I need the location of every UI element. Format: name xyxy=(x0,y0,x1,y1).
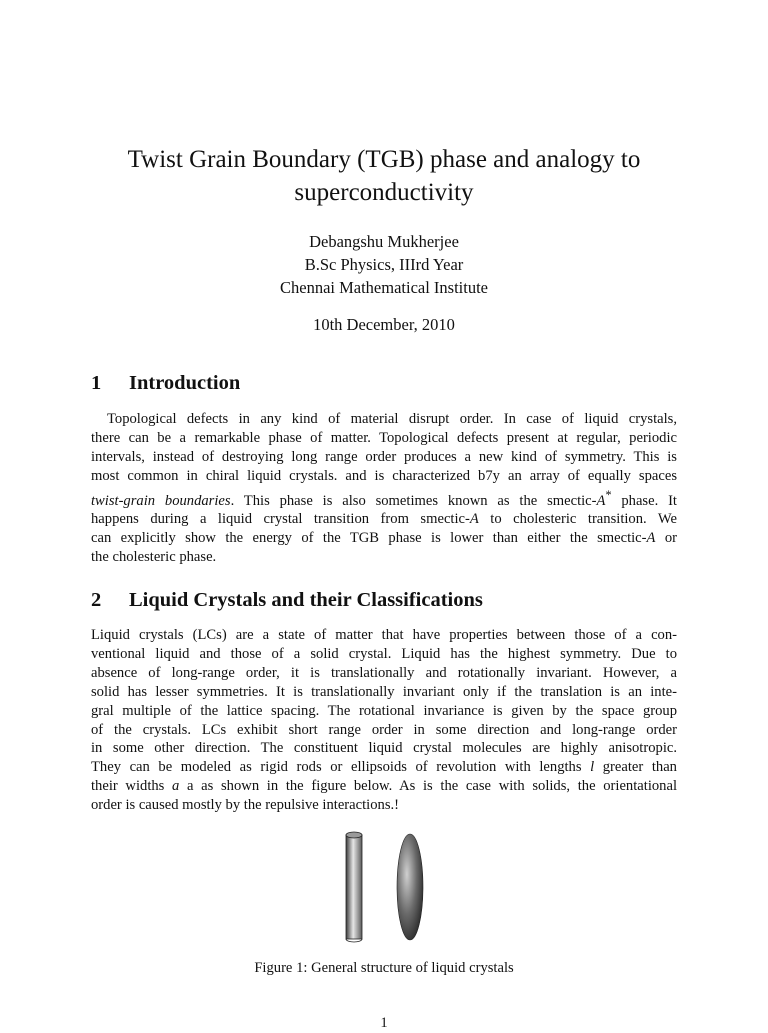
liquid-crystals-paragraph xyxy=(91,626,677,815)
author-institute: Chennai Mathematical Institute xyxy=(279,278,489,297)
text-run: . This phase is also sometimes known as the smectic- xyxy=(230,492,597,509)
paragraph-line: gral multiple of the lattice spacing. The rotational invariance is given by the space group xyxy=(91,702,677,719)
paragraph-line: order is caused mostly by the repulsive interactions.! xyxy=(91,797,400,814)
italic-text: a xyxy=(172,778,180,795)
author-block xyxy=(60,230,708,299)
text-run: phase. It xyxy=(611,492,677,509)
paragraph-line xyxy=(91,510,677,529)
text-run: or xyxy=(655,530,677,547)
paragraph-line: solid has lesser symmetries. It is translationally invariant only if the translation is an inte- xyxy=(91,683,677,700)
author-name: Debangshu Mukherjee xyxy=(309,232,459,251)
section-heading-liquid-crystals xyxy=(91,587,483,613)
figure-illustration xyxy=(330,828,440,944)
text-run: They can be modeled as rigid rods or ellipsoids of revolution with lengths xyxy=(91,759,591,776)
section-number: 2 xyxy=(91,589,102,611)
paragraph-line: Liquid crystals (LCs) are a state of matter that have properties between those of a con- xyxy=(91,627,677,643)
paragraph-line: most common in chiral liquid crystals. and is characterized b7y an array of equally spaces xyxy=(91,467,677,484)
section-heading-introduction xyxy=(91,370,240,396)
superscript-text: * xyxy=(605,487,612,502)
figure-liquid-crystal-molecules xyxy=(330,828,440,944)
paragraph-line xyxy=(91,529,677,548)
rod-molecule-icon xyxy=(346,832,362,942)
italic-text: A xyxy=(646,530,656,547)
page-number: 1 xyxy=(380,1015,388,1031)
paragraph-line: in some other direction. The constituent liquid crystal molecules are highly anisotropic. xyxy=(91,740,677,757)
text-run: to cholesteric transition. We xyxy=(478,511,677,528)
section-title: Liquid Crystals and their Classifications xyxy=(129,589,483,611)
paragraph-line: absence of long-range order, it is translationally and rotationally invariant. However, a xyxy=(91,664,677,681)
text-run: their widths xyxy=(91,778,173,795)
italic-text: twist-grain boundaries xyxy=(91,492,231,509)
paper-title xyxy=(60,143,708,209)
paper-date: 10th December, 2010 xyxy=(313,315,455,334)
text-run: happens during a liquid crystal transition from smectic- xyxy=(91,511,470,528)
section-number: 1 xyxy=(91,372,102,394)
paragraph-line: the cholesteric phase. xyxy=(91,549,217,566)
text-run: greater than xyxy=(594,759,677,776)
italic-text: A xyxy=(596,492,606,509)
paragraph-line: Topological defects in any kind of material disrupt order. In case of liquid crystals, xyxy=(107,411,677,427)
italic-text: l xyxy=(590,759,595,776)
text-run: can explicitly show the energy of the TGB phase is lower than either the smectic- xyxy=(91,530,647,547)
paragraph-line xyxy=(91,486,677,511)
paper-title-line-2: superconductivity xyxy=(294,179,474,206)
paper-title-line-1: Twist Grain Boundary (TGB) phase and analogy to xyxy=(127,146,641,173)
author-program: B.Sc Physics, IIIrd Year xyxy=(304,255,464,274)
figure-caption: Figure 1: General structure of liquid crystals xyxy=(254,960,514,976)
paragraph-line: ventional liquid and those of a solid crystal. Liquid has the highest symmetry. Due to xyxy=(91,645,677,662)
paragraph-line: intervals, instead of destroying long range order produces a new kind of symmetry. This is xyxy=(91,448,677,465)
italic-text: A xyxy=(469,511,479,528)
introduction-paragraph xyxy=(91,410,677,567)
paragraph-line xyxy=(91,777,677,796)
text-run: a as shown in the figure below. As is the case with solids, the orientational xyxy=(179,778,677,795)
paragraph-line: of the crystals. LCs exhibit short range order in some direction and long-range order xyxy=(91,721,677,738)
paragraph-line: there can be a remarkable phase of matter. Topological defects present at regular, periodic xyxy=(91,429,677,446)
section-title: Introduction xyxy=(129,372,241,394)
paragraph-line xyxy=(91,758,677,777)
ellipsoid-molecule-icon xyxy=(397,834,423,940)
